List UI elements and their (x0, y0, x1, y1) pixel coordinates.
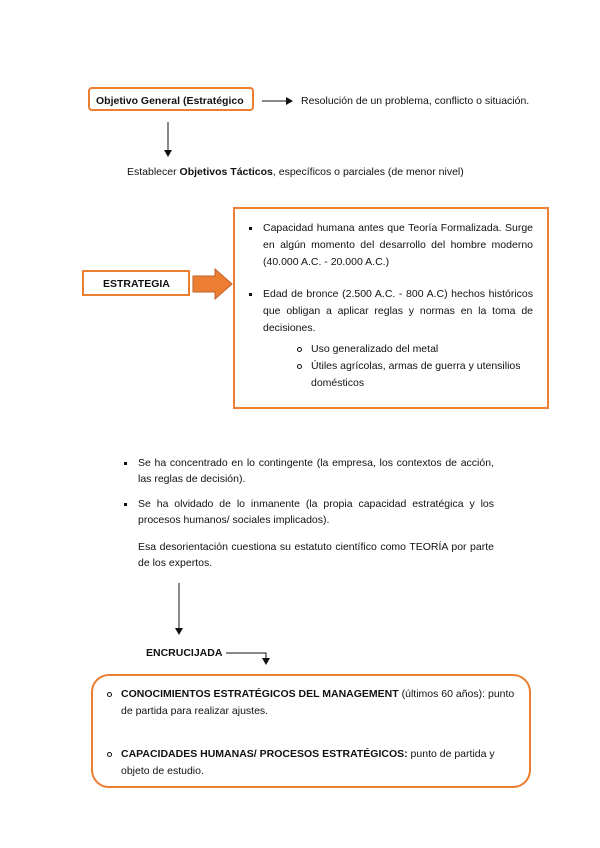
crossroads-item-1 (105, 686, 515, 720)
resolution-text: Resolución de un problema, conflicto o situación. (301, 95, 530, 107)
tactics-prefix: Establecer (127, 166, 180, 178)
crossroads-label: ENCRUCIJADA (146, 647, 223, 659)
strategy-sub-item-1 (295, 341, 533, 358)
strategy-sub-item-2-text: Útiles agrícolas, armas de guerra y utensilios domésticos (311, 360, 521, 389)
strategy-sublist (247, 341, 533, 392)
arrow-from-crossroads (226, 653, 266, 664)
strategy-label: ESTRATEGIA (103, 278, 170, 290)
objective-label: Objetivo General (Estratégico (96, 95, 244, 107)
crossroads-item-1-rest: (últimos 60 años): punto de partida para realizar ajustes. (121, 688, 515, 717)
objective-box (88, 87, 254, 111)
middle-section (122, 455, 494, 571)
middle-note: Esa desorientación cuestiona su estatuto científico como TEORÍA por parte de los expertos. (138, 541, 494, 569)
strategy-item-1-text: Capacidad humana antes que Teoría Formalizada. Surge en algún momento del desarrollo del hombre moderno (40.000 A.C. - 20.000 A.C.) (263, 222, 533, 268)
crossroads-item-2-rest: punto de partida y objeto de estudio. (121, 748, 495, 777)
strategy-block-arrow (193, 269, 232, 299)
tactics-bold: Objetivos Tácticos (179, 166, 273, 178)
strategy-sub-item-1-text: Uso generalizado del metal (311, 343, 439, 355)
crossroads-item-2-bold: CAPACIDADES HUMANAS/ PROCESOS ESTRATÉGICOS: (121, 748, 408, 760)
tactics-suffix: , específicos o parciales (de menor nivel) (272, 166, 464, 178)
crossroads-box (91, 674, 531, 788)
strategy-item-2 (247, 286, 533, 337)
middle-item-2-text: Se ha olvidado de lo inmanente (la propia capacidad estratégica y los procesos humanos/ sociales implicados). (138, 498, 494, 526)
crossroads-item-2 (105, 746, 515, 780)
strategy-item-2-text: Edad de bronce (2.500 A.C. - 800 A.C) hechos históricos que obligan a aplicar reglas y normas en la toma de decisiones. (263, 288, 533, 334)
tactics-text (127, 164, 464, 180)
middle-item-1-text: Se ha concentrado en lo contingente (la empresa, los contextos de acción, las reglas de decisión). (138, 457, 494, 485)
strategy-label-box (82, 270, 190, 296)
crossroads-item-1-bold: CONOCIMIENTOS ESTRATÉGICOS DEL MANAGEMENT (121, 688, 399, 700)
middle-item-2 (122, 496, 494, 528)
strategy-item-1 (247, 220, 533, 271)
strategy-sub-item-2 (295, 358, 533, 392)
strategy-content-box (233, 207, 549, 409)
middle-item-1 (122, 455, 494, 487)
